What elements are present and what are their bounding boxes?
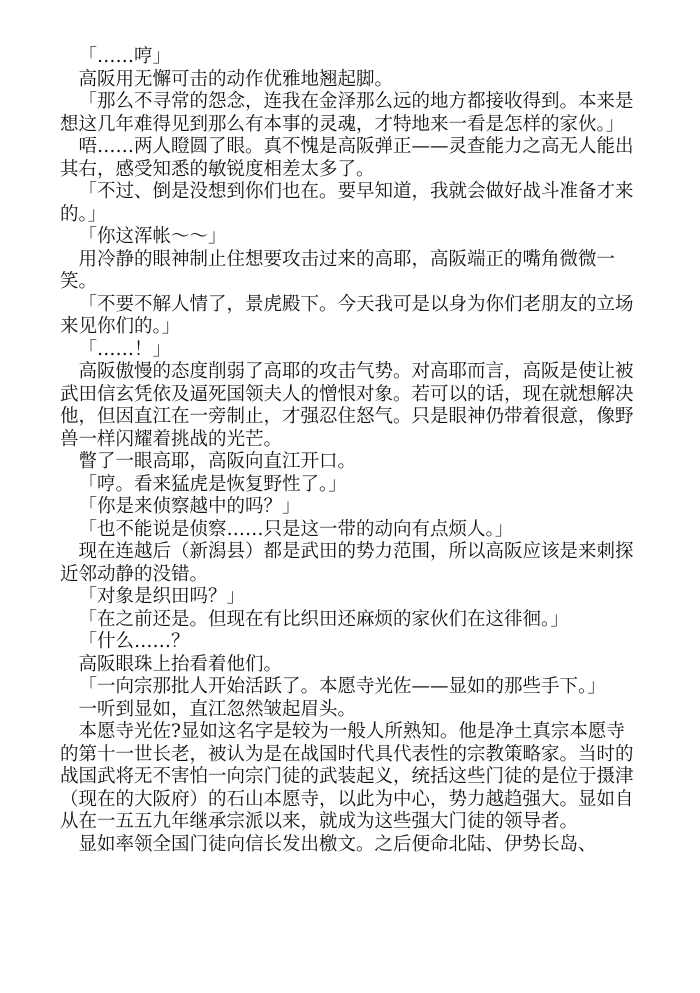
document-page [60, 46, 635, 856]
paragraph: 「你这浑帐～～」 [78, 226, 227, 247]
paragraph: 用冷静的眼神制止住想要攻击过来的高耶，高阪端正的嘴角微微一笑。 [60, 248, 616, 292]
paragraph: 「你是来侦察越中的吗？」 [78, 496, 301, 517]
paragraph: 「……哼」 [78, 46, 172, 67]
paragraph: 「哼。看来猛虎是恢复野性了。」 [78, 473, 347, 495]
paragraph: 高阪眼珠上抬看着他们。 [78, 653, 283, 675]
paragraph: 现在连越后（新潟县）都是武田的势力范围，所以高阪应该是来刺探近邻动静的没错。 [60, 541, 634, 585]
paragraph: 「什么……？ [78, 631, 190, 652]
paragraph: 高阪用无懈可击的动作优雅地翘起脚。 [78, 68, 394, 90]
paragraph: 「一向宗那批人开始活跃了。本愿寺光佐——显如的那些手下。」 [78, 676, 606, 697]
paragraph: 「不要不解人情了，景虎殿下。今天我可是以身为你们老朋友的立场来见你们的。」 [60, 293, 634, 337]
paragraph: 「在之前还是。但现在有比织田还麻烦的家伙们在这徘徊。」 [78, 608, 569, 630]
paragraph: 「不过、倒是没想到你们也在。要早知道，我就会做好战斗准备才来的。」 [60, 181, 634, 225]
paragraph: 一听到显如，直江忽然皱起眉头。 [78, 698, 357, 720]
paragraph: 「也不能说是侦察……只是这一带的动向有点烦人。」 [78, 518, 514, 540]
paragraph: 唔……两人瞪圆了眼。真不愧是高阪弹正——灵查能力之高无人能出其右，感受知悉的敏锐度相差太多了。 [60, 136, 634, 180]
paragraph: 本愿寺光佐?显如这名字是较为一般人所熟知。他是净土真宗本愿寺的第十一世长老，被认为是在战国时代具代表性的宗教策略家。当时的战国武将无不害怕一向宗门徒的武装起义，统括这些门徒的是位于摄津（现在的大阪府）的石山本愿寺，以此为中心，势力越趋强大。显如自从在一五五九年继承宗派以来，就成为这些强大门徒的领导者。 [60, 721, 634, 832]
paragraph: 瞥了一眼高耶，高阪向直江开口。 [78, 451, 357, 472]
paragraph: 显如率领全国门徒向信长发出檄文。之后便命北陆、伊势长岛、 [78, 833, 597, 855]
paragraph: 「……！」 [78, 338, 172, 360]
paragraph: 高阪傲慢的态度削弱了高耶的攻击气势。对高耶而言，高阪是使让被武田信玄凭依及逼死国领夫人的憎恨对象。若可以的话，现在就想解决他，但因直江在一旁制止，才强忍住怒气。只是眼神仍带着很意，像野兽一样闪耀着挑战的光芒。 [60, 361, 634, 450]
paragraph: 「对象是织田吗？」 [78, 586, 246, 607]
paragraph: 「那么不寻常的怨念，连我在金泽那么远的地方都接收得到。本来是想这几年难得见到那么有本事的灵魂，才特地来一看是怎样的家伙。」 [60, 91, 634, 135]
